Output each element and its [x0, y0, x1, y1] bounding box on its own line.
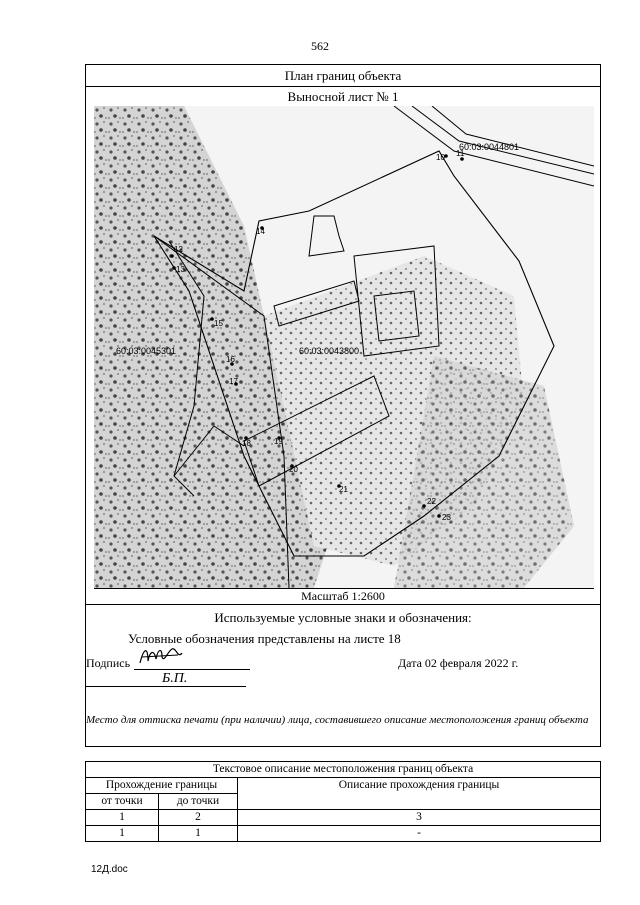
cell-to: 1: [159, 826, 238, 842]
cell-from: 1: [86, 810, 159, 826]
cell-description: 3: [238, 810, 601, 826]
column-header-to: до точки: [159, 794, 238, 810]
point-label: 23: [442, 513, 451, 522]
map-drawing: [94, 106, 594, 588]
point-label: 14: [256, 227, 265, 236]
point-label: 17: [229, 377, 238, 386]
parcel-label-west: 60:03:0045301: [116, 346, 177, 356]
signature-date: Дата 02 февраля 2022 г.: [398, 656, 519, 670]
table-row: [86, 826, 601, 842]
point-label: 12: [174, 245, 183, 254]
point-label: 16: [226, 355, 235, 364]
cell-description: -: [238, 826, 601, 842]
signature-scribble: [138, 643, 188, 671]
point-label: 21: [339, 485, 348, 494]
map-scale: Масштаб 1:2600: [86, 588, 600, 605]
point-label: 19: [274, 437, 283, 446]
point-label: 22: [427, 497, 436, 506]
legend-note: Условные обозначения представлены на листе 18: [128, 631, 401, 646]
signature-initials: Б.П.: [162, 671, 188, 686]
stamp-place-text: Место для оттиска печати (при наличии) лица, составившего описание местоположения границ объекта: [86, 714, 589, 726]
plan-frame: [85, 64, 601, 747]
point-label: 18: [242, 439, 251, 448]
table-row: [86, 810, 601, 826]
column-header-description: Описание прохождения границы: [238, 778, 601, 810]
table-title: Текстовое описание местоположения границ объекта: [86, 762, 601, 778]
signature-label: Подпись: [86, 656, 131, 670]
parcel-label-north: 60:03:0044801: [459, 142, 520, 152]
column-group-header: Прохождение границы: [86, 778, 238, 794]
cell-from: 1: [86, 826, 159, 842]
boundary-map: [94, 106, 594, 589]
boundary-description-table: [85, 761, 601, 842]
sheet-title: Выносной лист № 1: [287, 89, 399, 104]
plan-title: План границ объекта: [86, 65, 600, 87]
page-number: 562: [311, 39, 329, 53]
footer-filename: 12Д.doc: [91, 864, 128, 875]
point-label: 15: [214, 319, 223, 328]
point-label: 11: [456, 149, 465, 158]
point-label: 20: [289, 465, 298, 474]
parcel-label-main: 60:03:0043800: [299, 346, 360, 356]
point-label: 10: [436, 153, 445, 162]
legend-title: Используемые условные знаки и обозначения:: [214, 610, 472, 625]
cell-to: 2: [159, 810, 238, 826]
column-header-from: от точки: [86, 794, 159, 810]
point-label: 13: [176, 265, 185, 274]
